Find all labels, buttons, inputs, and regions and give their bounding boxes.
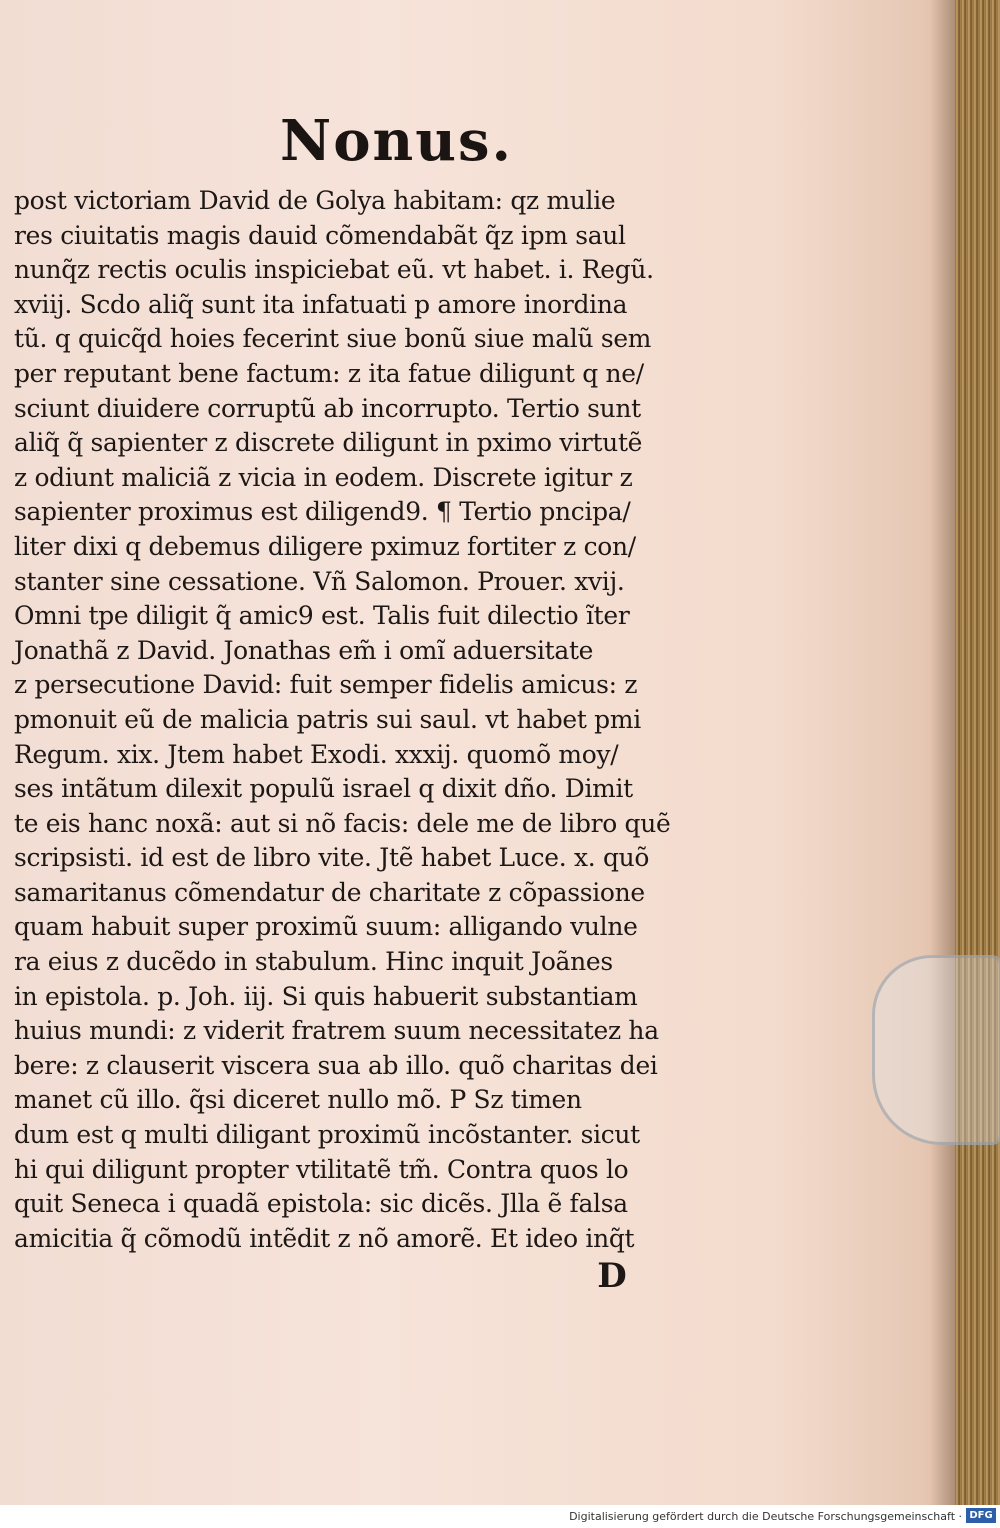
text-line: ses intãtum dilexit populũ israel q dixit dño. Dimit	[14, 774, 633, 804]
text-line: pmonuit eũ de malicia patris sui saul. vt habet pmi	[14, 704, 641, 734]
text-line: amicitia q̃ cõmodũ intẽdit z nõ amorẽ. Et ideo inq̃t	[14, 1223, 635, 1253]
running-head: Nonus.	[280, 108, 513, 174]
text-line: sciunt diuidere corruptũ ab incorrupto. Tertio sunt	[14, 393, 641, 423]
page-edges	[955, 0, 1000, 1505]
text-line: sapienter proximus est diligend9. ¶ Tertio pncipa/	[14, 497, 631, 527]
text-line: bere: z clauserit viscera sua ab illo. quõ charitas dei	[14, 1050, 658, 1080]
text-line: Jonathã z David. Jonathas em̃ i omĩ aduersitate	[14, 635, 594, 665]
text-line: Regum. xix. Jtem habet Exodi. xxxij. quomõ moy/	[14, 739, 619, 769]
text-line: z persecutione David: fuit semper fidelis amicus: z	[14, 670, 638, 700]
text-line: per reputant bene factum: z ita fatue diligunt q ne/	[14, 358, 644, 388]
text-line: scripsisti. id est de libro vite. Jtẽ habet Luce. x. quõ	[14, 843, 650, 873]
text-line: te eis hanc noxã: aut si nõ facis: dele me de libro quẽ	[14, 808, 671, 838]
text-line: samaritanus cõmendatur de charitate z cõpassione	[14, 877, 645, 907]
text-line: Omni tpe diligit q̃ amic9 est. Talis fuit dilectio ĩter	[14, 601, 630, 631]
text-line: nunq̃z rectis oculis inspiciebat eũ. vt habet. i. Regũ.	[14, 255, 654, 285]
text-line: dum est q multi diligant proximũ incõstanter. sicut	[14, 1120, 640, 1150]
text-line: post victoriam David de Golya habitam: qz mulie	[14, 186, 616, 215]
paper-clip	[872, 955, 1000, 1145]
dfg-logo: DFG	[966, 1508, 996, 1523]
text-line: z odiunt maliciã z vicia in eodem. Discrete igitur z	[14, 462, 633, 492]
text-line: tũ. q quicq̃d hoies fecerint siue bonũ siue malũ sem	[14, 324, 652, 354]
signature-mark: D	[597, 1256, 627, 1296]
text-line: quam habuit super proximũ suum: alligando vulne	[14, 912, 638, 942]
text-block	[14, 184, 744, 1256]
text-line: liter dixi q debemus diligere pximuz fortiter z con/	[14, 531, 636, 561]
text-line: in epistola. p. Joh. iij. Si quis habuerit substantiam	[14, 981, 638, 1011]
text-line: huius mundi: z viderit fratrem suum necessitatez ha	[14, 1016, 659, 1046]
text-line: hi qui diligunt propter vtilitatẽ tm̃. Contra quos lo	[14, 1154, 629, 1184]
footer-credit: Digitalisierung gefördert durch die Deutsche Forschungsgemeinschaft ·	[569, 1510, 962, 1523]
text-line: manet cũ illo. q̃si diceret nullo mõ. P Sz timen	[14, 1085, 582, 1115]
text-line: res ciuitatis magis dauid cõmendabãt q̃z ipm saul	[14, 220, 626, 250]
text-line: aliq̃ q̃ sapienter z discrete diligunt in pximo virtutẽ	[14, 428, 643, 458]
text-line: stanter sine cessatione. Vñ Salomon. Prouer. xvij.	[14, 566, 625, 596]
text-line: ra eius z ducẽdo in stabulum. Hinc inquit Joãnes	[14, 947, 613, 977]
text-line: xviij. Scdo aliq̃ sunt ita infatuati p amore inordina	[14, 289, 628, 319]
text-line: quit Seneca i quadã epistola: sic dicẽs. Jlla ẽ falsa	[14, 1189, 628, 1219]
